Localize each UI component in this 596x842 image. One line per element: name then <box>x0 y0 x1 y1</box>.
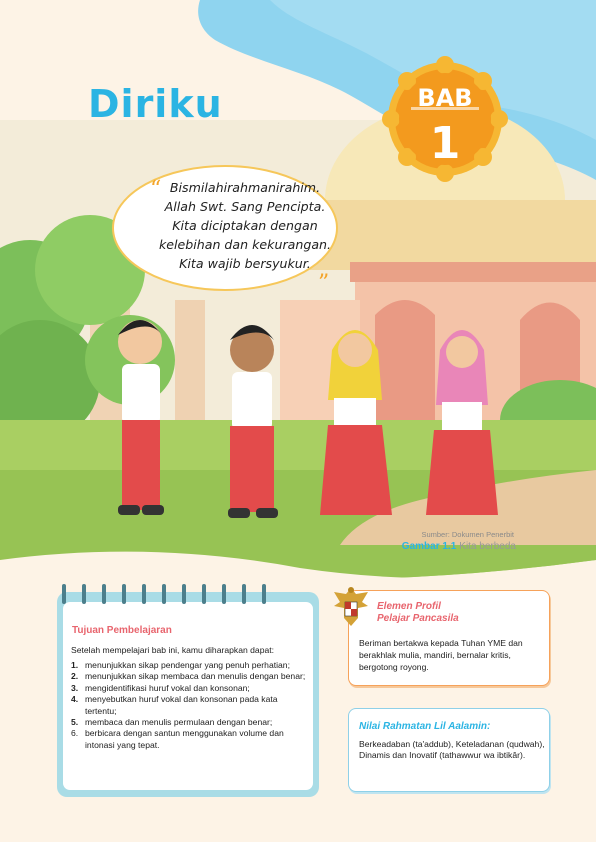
figure-label: Gambar 1.1 <box>401 541 457 552</box>
figure-caption <box>402 541 516 552</box>
learning-goals-heading: Tujuan Pembelajaran <box>72 625 172 636</box>
chapter-badge-label: BAB <box>417 84 473 112</box>
bubble-line: Bismilahirahmanirahim. <box>169 180 321 195</box>
bubble-line: Kita wajib bersyukur. <box>179 256 311 271</box>
chapter-title: Diriku <box>88 82 223 126</box>
speech-bubble-text <box>140 178 350 273</box>
bubble-line: Allah Swt. Sang Pencipta. <box>164 199 326 214</box>
figure-caption-text: Kita berbeda <box>459 541 516 552</box>
learning-goals-intro: Setelah mempelajari bab ini, kamu diharapkan dapat: <box>71 645 275 655</box>
list-item: 5. membaca dan menulis permulaan dengan benar; <box>71 717 273 728</box>
profile-element-heading: Elemen Profil Pelajar Pancasila <box>377 601 459 624</box>
list-item: 3. mengidentifikasi huruf vokal dan konsonan; <box>71 682 250 693</box>
bubble-line: Kita diciptakan dengan <box>172 218 318 233</box>
list-item: 1. menunjukkan sikap pendengar yang penuh perhatian; <box>71 660 290 670</box>
list-item: 2. menunjukkan sikap membaca dan menulis dengan benar; <box>71 671 306 682</box>
profile-element-card <box>348 590 550 686</box>
rahmatan-text: Berkeadaban (ta'addub), Keteladanan (qudwah), Dinamis dan Inovatif (tathawwur wa ibtikâr). <box>359 739 545 761</box>
profile-element-text: Beriman bertakwa kepada Tuhan YME dan berakhlak mulia, mandiri, bernalar kritis, bergotong royong. <box>359 638 523 672</box>
svg-text:“: “ <box>150 177 162 202</box>
rahmatan-heading: Nilai Rahmatan Lil Aalamin: <box>359 721 491 732</box>
learning-goals-card <box>57 592 319 797</box>
bubble-line: kelebihan dan kekurangan. <box>158 237 332 252</box>
chapter-badge-number: 1 <box>429 118 461 169</box>
notebook-rings-icon <box>60 582 282 606</box>
rahmatan-card <box>348 708 550 792</box>
svg-text:”: ” <box>318 271 330 296</box>
figure-source: Sumber: Dokumen Penerbit <box>421 530 514 539</box>
garuda-emblem-icon <box>330 584 372 630</box>
list-item: 6. berbicara dengan santun menggunakan volume dan intonasi yang tepat. <box>71 728 284 750</box>
list-item: 4. menyebutkan huruf vokal dan konsonan pada kata tertentu; <box>71 694 278 716</box>
learning-goals-list <box>71 660 307 751</box>
